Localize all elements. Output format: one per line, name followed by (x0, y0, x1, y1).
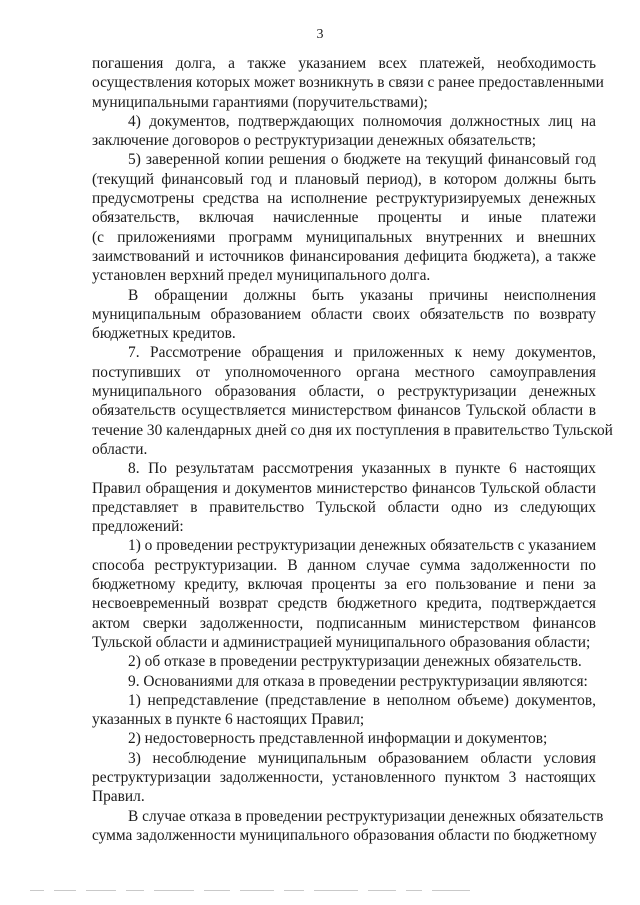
text-line: В случае отказа в проведении реструктуризации денежных обязательств (128, 807, 604, 825)
text-line: Правил. (92, 788, 145, 806)
text-line: поступивших от уполномоченного органа местного самоуправления (92, 363, 596, 381)
text-line: Правил обращения и документов министерство финансов Тульской области (92, 479, 596, 497)
text-line: осуществления которых может возникнуть в связи с ранее предоставленными (92, 74, 604, 92)
text-line: 4) документов, подтверждающих полномочия должностных лиц на (128, 112, 596, 130)
text-line: способа реструктуризации. В данном случае сумма задолженности по (92, 556, 596, 574)
text-line: Тульской области и администрацией муниципального образования области; (92, 633, 591, 651)
text-line: реструктуризации задолженности, установленного пунктом 3 настоящих (92, 768, 596, 786)
text-line: обязательств осуществляется министерством финансов Тульской области в (92, 402, 596, 420)
text-line: актом сверки задолженности, подписанным министерством финансов (92, 614, 596, 632)
text-line: погашения долга, а также указанием всех платежей, необходимость (92, 55, 596, 72)
text-line: 7. Рассмотрение обращения и приложенных к нему документов, (128, 344, 596, 362)
text-line: 8. По результатам рассмотрения указанных в пункте 6 настоящих (128, 460, 596, 478)
text-line: 3) несоблюдение муниципальным образованием области условия (128, 749, 596, 767)
text-line: заключение договоров о реструктуризации денежных обязательств; (92, 132, 537, 150)
text-line: 2) об отказе в проведении реструктуризации денежных обязательств. (128, 653, 582, 671)
text-line: 9. Основаниями для отказа в проведении реструктуризации являются: (128, 672, 588, 690)
text-line: установлен верхний предел муниципального долга. (92, 267, 431, 285)
text-line: муниципального образования области, о реструктуризации денежных (92, 383, 596, 401)
text-line: области. (92, 440, 148, 458)
document-body (92, 54, 613, 845)
text-line: бюджетному кредиту, включая проценты за его пользование и пени за (92, 576, 596, 594)
text-line: 1) непредставление (представление в неполном объеме) документов, (128, 691, 596, 709)
text-line: течение 30 календарных дней со дня их поступления в правительство Тульской (92, 421, 613, 439)
text-line: заимствований и источников финансирования дефицита бюджета), а также (92, 247, 596, 265)
text-line: предложений: (92, 518, 184, 536)
text-line: (с приложениями программ муниципальных внутренних и внешних (92, 228, 596, 246)
text-line: 2) недостоверность представленной информации и документов; (128, 730, 548, 748)
text-line: 5) заверенной копии решения о бюджете на текущий финансовый год (128, 151, 596, 169)
text-line: 1) о проведении реструктуризации денежных обязательств с указанием (128, 537, 597, 555)
text-line: несвоевременный возврат средств бюджетного кредита, подтверждается (92, 595, 596, 613)
page-number: 3 (316, 27, 324, 42)
text-line: бюджетных кредитов. (92, 325, 236, 343)
text-line: муниципальным образованием области своих обязательств по возврату (92, 305, 596, 323)
text-line: указанных в пункте 6 настоящих Правил; (92, 711, 365, 729)
text-line: (текущий финансовый год и плановый период), в котором должны быть (92, 170, 596, 188)
text-line: В обращении должны быть указаны причины неисполнения (128, 286, 596, 304)
text-line: представляет в правительство Тульской области одно из следующих (92, 498, 596, 516)
text-line: обязательств, включая начисленные проценты и иные платежи (92, 209, 596, 227)
scan-artifact-footer (30, 889, 610, 893)
text-line: сумма задолженности муниципального образования области по бюджетному (92, 826, 597, 844)
text-line: предусмотрены средства на исполнение реструктуризируемых денежных (92, 190, 596, 208)
text-line: муниципальными гарантиями (поручительствами); (92, 93, 428, 111)
